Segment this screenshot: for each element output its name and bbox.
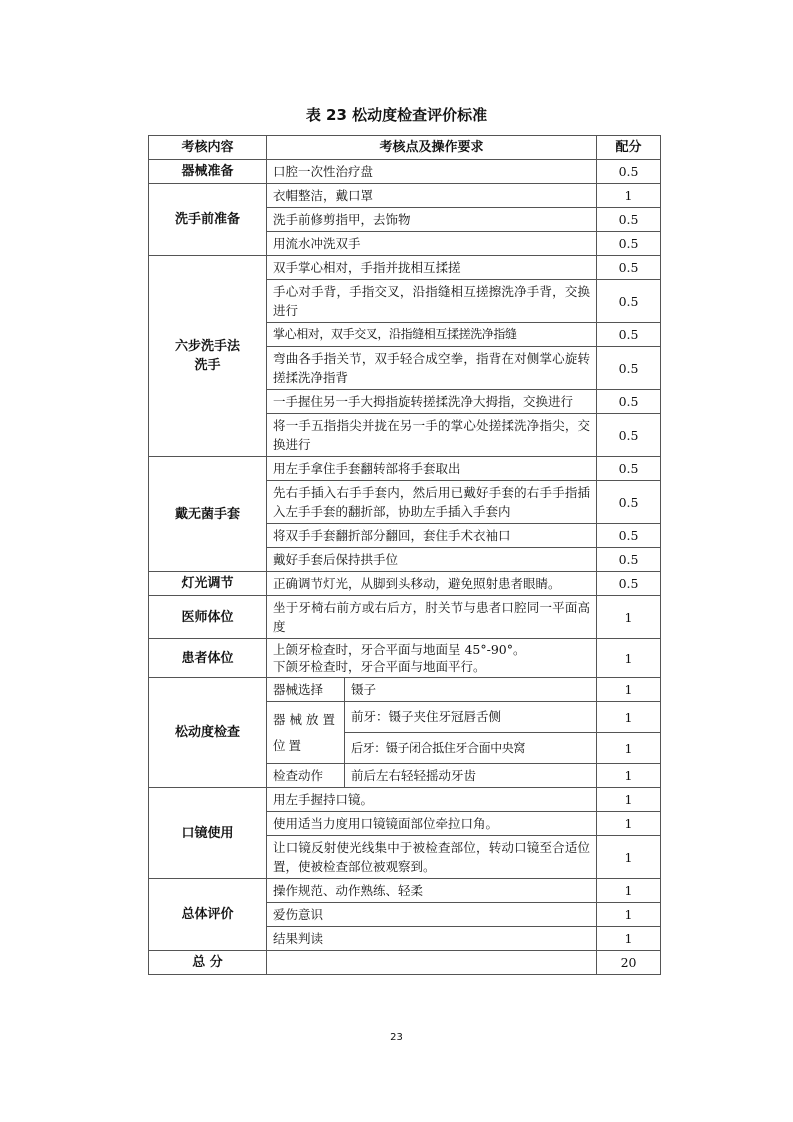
requirement-cell: 前后左右轻轻摇动牙齿 xyxy=(345,764,597,788)
total-row xyxy=(149,951,661,975)
requirement-cell: 用左手握持口镜。 xyxy=(267,788,597,812)
category-cell: 器械准备 xyxy=(149,160,267,184)
score-cell: 0.5 xyxy=(597,160,661,184)
category-cell: 洗手前准备 xyxy=(149,184,267,256)
requirement-cell: 衣帽整洁，戴口罩 xyxy=(267,184,597,208)
score-cell: 0.5 xyxy=(597,323,661,347)
requirement-cell: 用左手拿住手套翻转部将手套取出 xyxy=(267,457,597,481)
page-number: 23 xyxy=(390,1032,403,1043)
score-cell: 1 xyxy=(597,639,661,678)
category-cell: 松动度检查 xyxy=(149,678,267,788)
category-cell: 戴无菌手套 xyxy=(149,457,267,572)
requirement-cell: 爱伤意识 xyxy=(267,903,597,927)
requirement-cell: 将一手五指指尖并拢在另一手的掌心处搓揉洗净指尖，交换进行 xyxy=(267,414,597,457)
category-cell xyxy=(149,256,267,457)
sub-label-cell: 器械放置位置 xyxy=(267,702,345,764)
table-row xyxy=(149,788,661,812)
score-cell: 0.5 xyxy=(597,414,661,457)
requirement-cell: 掌心相对，双手交叉，沿指缝相互揉搓洗净指缝 xyxy=(267,323,597,347)
requirement-cell: 操作规范、动作熟练、轻柔 xyxy=(267,879,597,903)
requirement-cell: 前牙：镊子夹住牙冠唇舌侧 xyxy=(345,702,597,733)
requirement-cell: 戴好手套后保持拱手位 xyxy=(267,548,597,572)
table-row xyxy=(149,184,661,208)
score-cell: 1 xyxy=(597,764,661,788)
requirement-cell: 先右手插入右手手套内，然后用已戴好手套的右手手指插入左手手套的翻折部，协助左手插入手套内 xyxy=(267,481,597,524)
score-cell: 0.5 xyxy=(597,390,661,414)
requirement-cell: 坐于牙椅右前方或右后方，肘关节与患者口腔同一平面高度 xyxy=(267,596,597,639)
requirement-cell: 洗手前修剪指甲，去饰物 xyxy=(267,208,597,232)
score-cell: 1 xyxy=(597,927,661,951)
requirement-line: 上颌牙检查时，牙合平面与地面呈 45°-90°。 xyxy=(273,642,526,657)
header-requirement: 考核点及操作要求 xyxy=(267,136,597,160)
total-score: 20 xyxy=(597,951,661,975)
score-cell: 0.5 xyxy=(597,280,661,323)
category-cell: 总体评价 xyxy=(149,879,267,951)
requirement-cell: 镊子 xyxy=(345,678,597,702)
requirement-cell: 结果判读 xyxy=(267,927,597,951)
requirement-cell: 双手掌心相对，手指并拢相互揉搓 xyxy=(267,256,597,280)
table-row xyxy=(149,596,661,639)
header-content: 考核内容 xyxy=(149,136,267,160)
total-empty-cell xyxy=(267,951,597,975)
category-cell: 医师体位 xyxy=(149,596,267,639)
requirement-line: 下颌牙检查时，牙合平面与地面平行。 xyxy=(273,659,486,674)
requirement-cell: 口腔一次性治疗盘 xyxy=(267,160,597,184)
score-cell: 1 xyxy=(597,702,661,733)
table-row xyxy=(149,678,661,702)
header-score: 配分 xyxy=(597,136,661,160)
requirement-cell: 使用适当力度用口镜镜面部位牵拉口角。 xyxy=(267,812,597,836)
table-row xyxy=(149,160,661,184)
requirement-cell: 手心对手背，手指交叉，沿指缝相互搓擦洗净手背，交换进行 xyxy=(267,280,597,323)
category-line: 六步洗手法 xyxy=(174,339,240,354)
table-row xyxy=(149,457,661,481)
requirement-cell xyxy=(267,639,597,678)
requirement-cell: 正确调节灯光，从脚到头移动，避免照射患者眼睛。 xyxy=(267,572,597,596)
table-row xyxy=(149,256,661,280)
requirement-cell: 后牙：镊子闭合抵住牙合面中央窝 xyxy=(345,733,597,764)
score-cell: 0.5 xyxy=(597,347,661,390)
score-cell: 0.5 xyxy=(597,232,661,256)
sub-label-cell: 器械选择 xyxy=(267,678,345,702)
requirement-cell: 让口镜反射使光线集中于被检查部位，转动口镜至合适位置，使被检查部位被观察到。 xyxy=(267,836,597,879)
sub-label-cell: 检查动作 xyxy=(267,764,345,788)
score-cell: 0.5 xyxy=(597,524,661,548)
score-cell: 1 xyxy=(597,879,661,903)
score-cell: 1 xyxy=(597,678,661,702)
table-header-row xyxy=(149,136,661,160)
category-cell: 口镜使用 xyxy=(149,788,267,879)
category-cell: 患者体位 xyxy=(149,639,267,678)
score-cell: 1 xyxy=(597,812,661,836)
score-cell: 0.5 xyxy=(597,457,661,481)
requirement-cell: 将双手手套翻折部分翻回，套住手术衣袖口 xyxy=(267,524,597,548)
requirement-cell: 一手握住另一手大拇指旋转搓揉洗净大拇指，交换进行 xyxy=(267,390,597,414)
score-cell: 1 xyxy=(597,596,661,639)
total-label: 总 分 xyxy=(149,951,267,975)
category-line: 洗手 xyxy=(194,358,221,373)
evaluation-table xyxy=(148,135,661,975)
score-cell: 1 xyxy=(597,903,661,927)
table-title: 表 23 松动度检查评价标准 xyxy=(305,106,488,124)
table-row xyxy=(149,879,661,903)
score-cell: 0.5 xyxy=(597,548,661,572)
score-cell: 0.5 xyxy=(597,572,661,596)
score-cell: 0.5 xyxy=(597,481,661,524)
score-cell: 0.5 xyxy=(597,256,661,280)
table-row xyxy=(149,572,661,596)
requirement-cell: 用流水冲洗双手 xyxy=(267,232,597,256)
score-cell: 0.5 xyxy=(597,208,661,232)
table-row xyxy=(149,639,661,678)
requirement-cell: 弯曲各手指关节，双手轻合成空拳，指背在对侧掌心旋转搓揉洗净指背 xyxy=(267,347,597,390)
score-cell: 1 xyxy=(597,836,661,879)
score-cell: 1 xyxy=(597,184,661,208)
category-cell: 灯光调节 xyxy=(149,572,267,596)
score-cell: 1 xyxy=(597,788,661,812)
score-cell: 1 xyxy=(597,733,661,764)
